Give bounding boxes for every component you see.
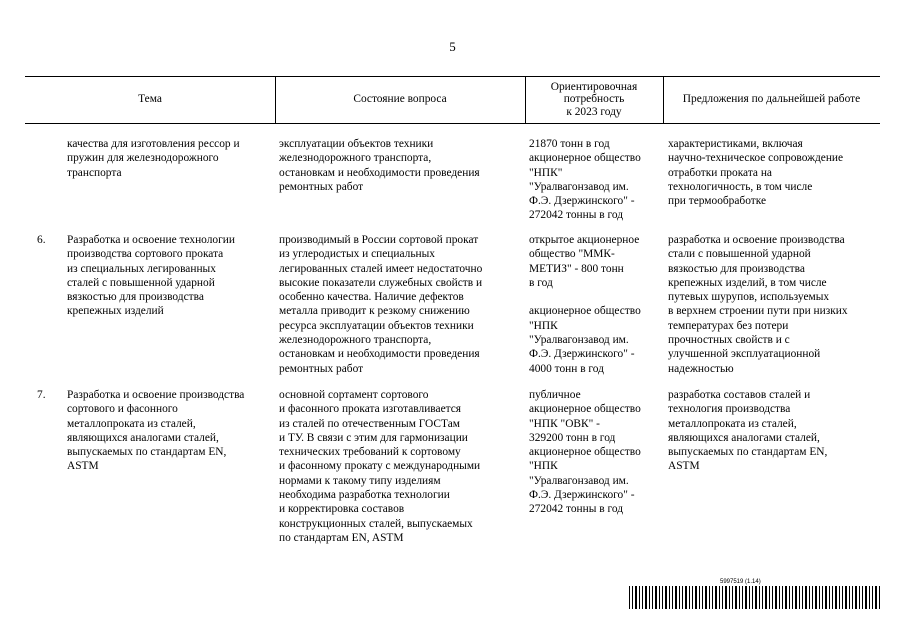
header-status: Состояние вопроса — [353, 93, 447, 106]
row-topic: Разработка и освоение технологии производства сортового проката из специальных легированных сталей с повышенной ударной вязкостью для производства крепежных изделий — [67, 234, 235, 318]
row-status: основной сортамент сортового и фасонного проката изготавливается из сталей по отечественным ГОСТам и ТУ. В связи с этим для гармонизации технических требований к сортовому и фасонному прокату с международными нормами к такому типу изделиям необходима разработка технологии и корректировка составов конструкционных сталей, выпускаемых по стандартам EN, ASTM — [279, 389, 481, 544]
row-proposals: разработка составов сталей и технология производства металлопроката из сталей, являющихся аналогами сталей, выпускаемых по стандартам EN, ASTM — [668, 389, 828, 473]
row-proposals: характеристиками, включая научно-техническое сопровождение отработки проката на технологичность, в том числе при термообработке — [668, 138, 844, 208]
barcode-icon — [629, 586, 882, 609]
document-code: 5997519 (1.14) — [720, 579, 761, 585]
row-topic: качества для изготовления рессор и пружин для железнодорожного транспорта — [67, 138, 240, 179]
row-topic: Разработка и освоение производства сортового и фасонного металлопроката из сталей, являющихся аналогами сталей, выпускаемых по стандартам EN, ASTM — [67, 389, 245, 473]
header-bottom-rule — [25, 123, 880, 124]
row-status: эксплуатации объектов техники железнодорожного транспорта, остановкам и необходимости проведения ремонтных работ — [279, 138, 480, 193]
row-status: производимый в России сортовой прокат из углеродистых и специальных легированных сталей имеет недостаточно высокие показатели служебных свойств и особенно качества. Наличие дефектов металла приводит к резкому снижению ресурса эксплуатации объектов техники железнодорожного транспорта, остановкам и необходимости проведения ремонтных работ — [279, 234, 483, 375]
row-proposals: разработка и освоение производства стали с повышенной ударной вязкостью для производства крепежных изделий, в том числе путевых шурупов, используемых в верхнем строении пути при низких температурах без потери прочностных свойств и с улучшенной эксплуатационной надежностью — [668, 234, 848, 375]
row-demand: публичное акционерное общество "НПК "ОВК" - 329200 тонн в год акционерное общество "НПК "Уралвагонзавод им. Ф.Э. Дзержинского" - 272042 тонны в год — [529, 389, 641, 516]
page-number: 5 — [449, 39, 456, 54]
header-proposals: Предложения по дальнейшей работе — [682, 93, 861, 106]
row-number: 6. — [37, 234, 46, 246]
row-number: 7. — [37, 389, 46, 401]
row-demand: открытое акционерное общество "ММК- МЕТИЗ" - 800 тонн в год акционерное общество "НПК "Уралвагонзавод им. Ф.Э. Дзержинского" - 4000 тонн в год — [529, 234, 641, 375]
header-topic: Тема — [138, 93, 162, 106]
row-demand: 21870 тонн в год акционерное общество "НПК" "Уралвагонзавод им. Ф.Э. Дзержинского" - 272042 тонны в год — [529, 138, 641, 222]
header-demand: Ориентировочная потребность к 2023 году — [550, 80, 638, 118]
